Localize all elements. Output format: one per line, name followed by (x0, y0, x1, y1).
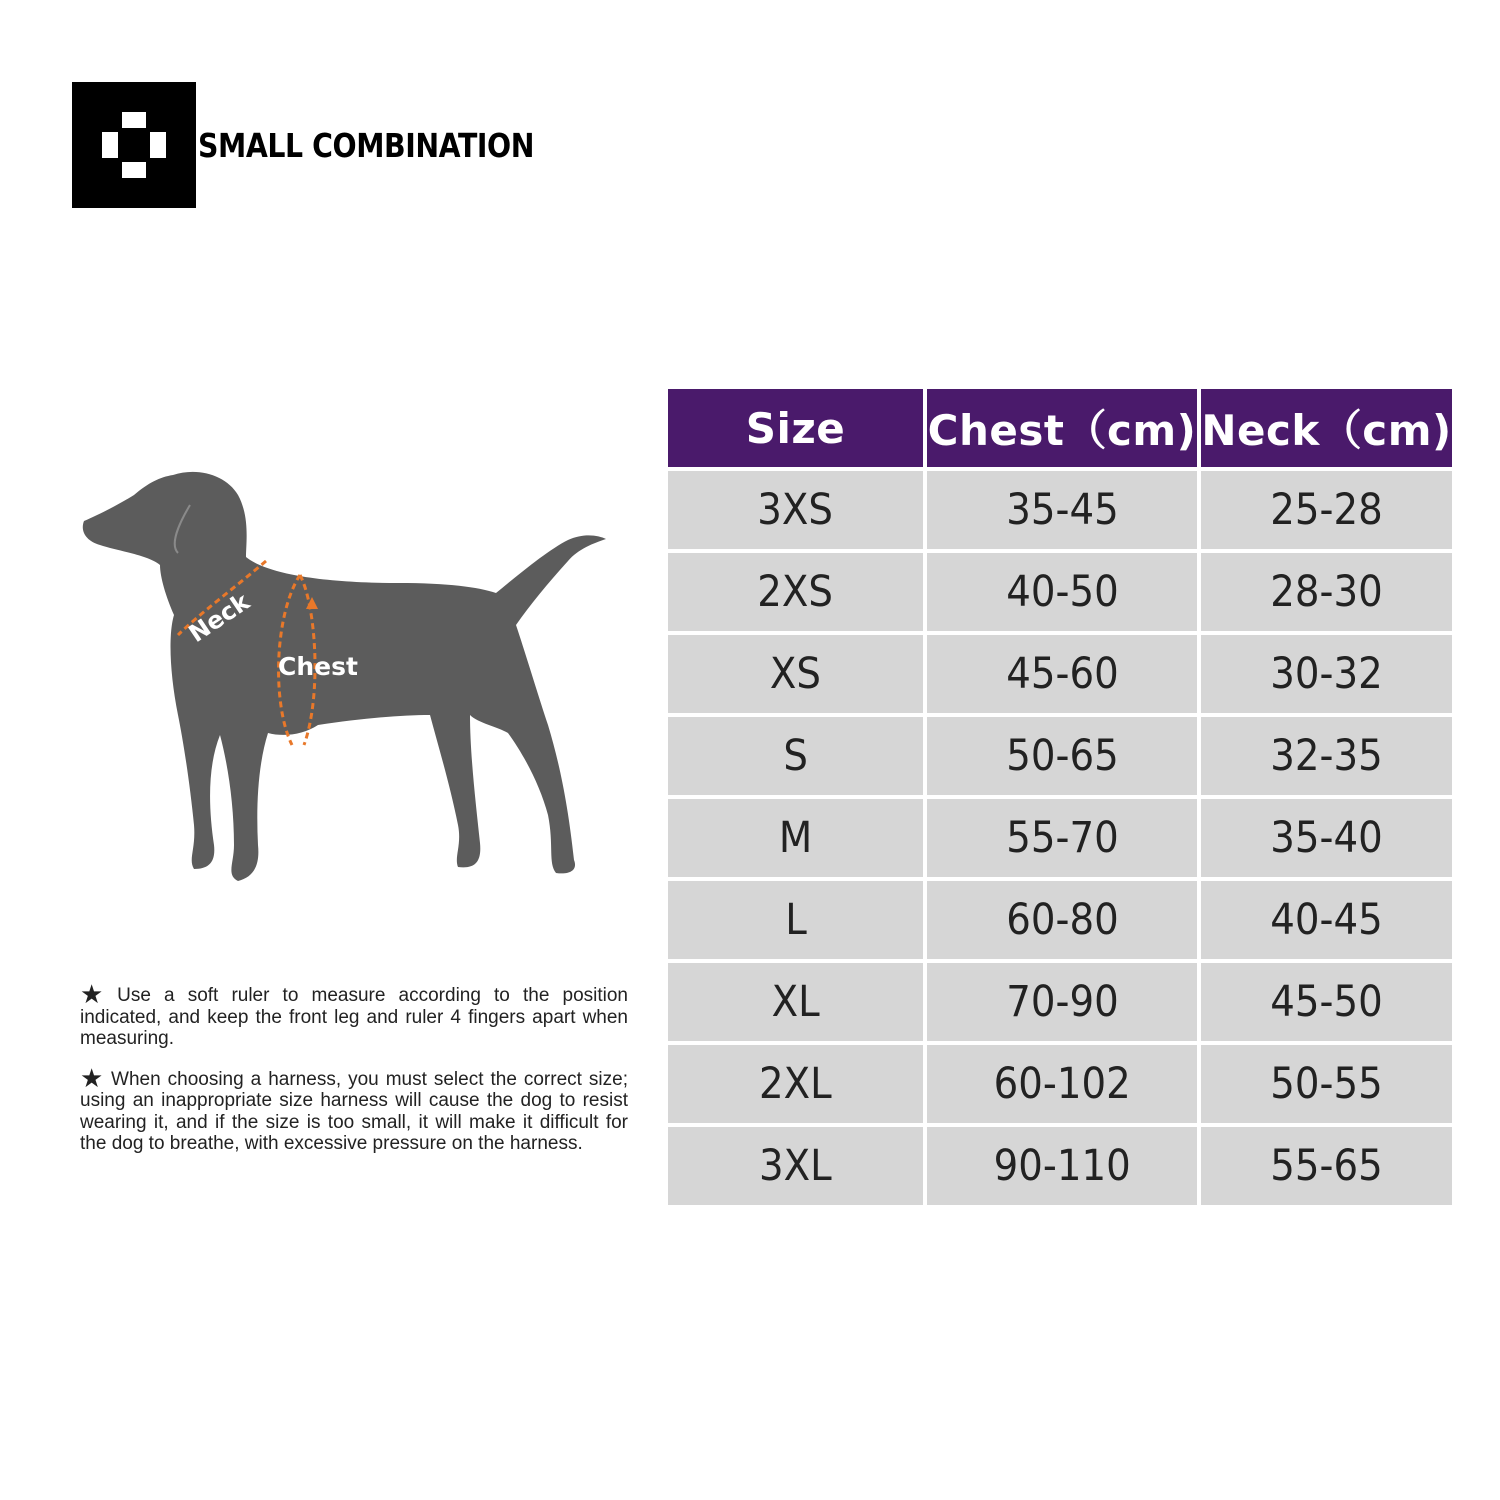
table-row (668, 635, 1452, 713)
note-item (80, 979, 628, 1050)
chest-cell: 60-80 (927, 881, 1197, 959)
chest-cell: 35-45 (927, 471, 1197, 549)
chest-cell: 70-90 (927, 963, 1197, 1041)
chest-cell: 90-110 (927, 1127, 1197, 1205)
chest-cell: 45-60 (927, 635, 1197, 713)
table-row (668, 799, 1452, 877)
header-chest: Chest（cm) (927, 389, 1197, 467)
chest-cell: 60-102 (927, 1045, 1197, 1123)
table-row (668, 1127, 1452, 1205)
neck-cell: 40-45 (1201, 881, 1452, 959)
size-cell: 3XS (668, 471, 923, 549)
chest-cell: 50-65 (927, 717, 1197, 795)
measurement-notes (80, 979, 628, 1173)
header-neck: Neck（cm) (1201, 389, 1452, 467)
neck-cell: 55-65 (1201, 1127, 1452, 1205)
note-text: Use a soft ruler to measure according to the position indicated, and keep the front leg and ruler 4 fingers apart when measuring. (80, 985, 628, 1049)
size-cell: M (668, 799, 923, 877)
size-cell: XS (668, 635, 923, 713)
table-row (668, 963, 1452, 1041)
table-header-row (668, 389, 1452, 467)
neck-label: Neck (183, 587, 255, 648)
brand-name: SMALL COMBINATION (198, 126, 535, 165)
neck-cell: 35-40 (1201, 799, 1452, 877)
table-row (668, 553, 1452, 631)
table-row (668, 717, 1452, 795)
table-row (668, 1045, 1452, 1123)
chest-cell: 40-50 (927, 553, 1197, 631)
neck-cell: 50-55 (1201, 1045, 1452, 1123)
table-row (668, 471, 1452, 549)
header-size: Size (668, 389, 923, 467)
neck-cell: 45-50 (1201, 963, 1452, 1041)
size-cell: S (668, 717, 923, 795)
dog-silhouette-icon (78, 465, 618, 890)
brand-logo (72, 82, 535, 210)
size-cell: L (668, 881, 923, 959)
note-item (80, 1062, 628, 1155)
size-cell: 2XL (668, 1045, 923, 1123)
neck-cell: 30-32 (1201, 635, 1452, 713)
star-icon: ★ (80, 1062, 106, 1093)
cross-block-logo-icon (72, 82, 196, 208)
size-cell: XL (668, 963, 923, 1041)
note-text: When choosing a harness, you must select the correct size; using an inappropriate size harness will cause the dog to resist wearing it, and if the size is too small, it will make it difficult for the dog to breathe, with excessive pressure on the harness. (80, 1068, 628, 1154)
chest-cell: 55-70 (927, 799, 1197, 877)
neck-cell: 25-28 (1201, 471, 1452, 549)
chest-label: Chest (278, 652, 358, 681)
table-row (668, 881, 1452, 959)
size-cell: 3XL (668, 1127, 923, 1205)
neck-cell: 32-35 (1201, 717, 1452, 795)
star-icon: ★ (80, 979, 112, 1009)
size-chart-table (664, 385, 1456, 1209)
neck-cell: 28-30 (1201, 553, 1452, 631)
size-cell: 2XS (668, 553, 923, 631)
